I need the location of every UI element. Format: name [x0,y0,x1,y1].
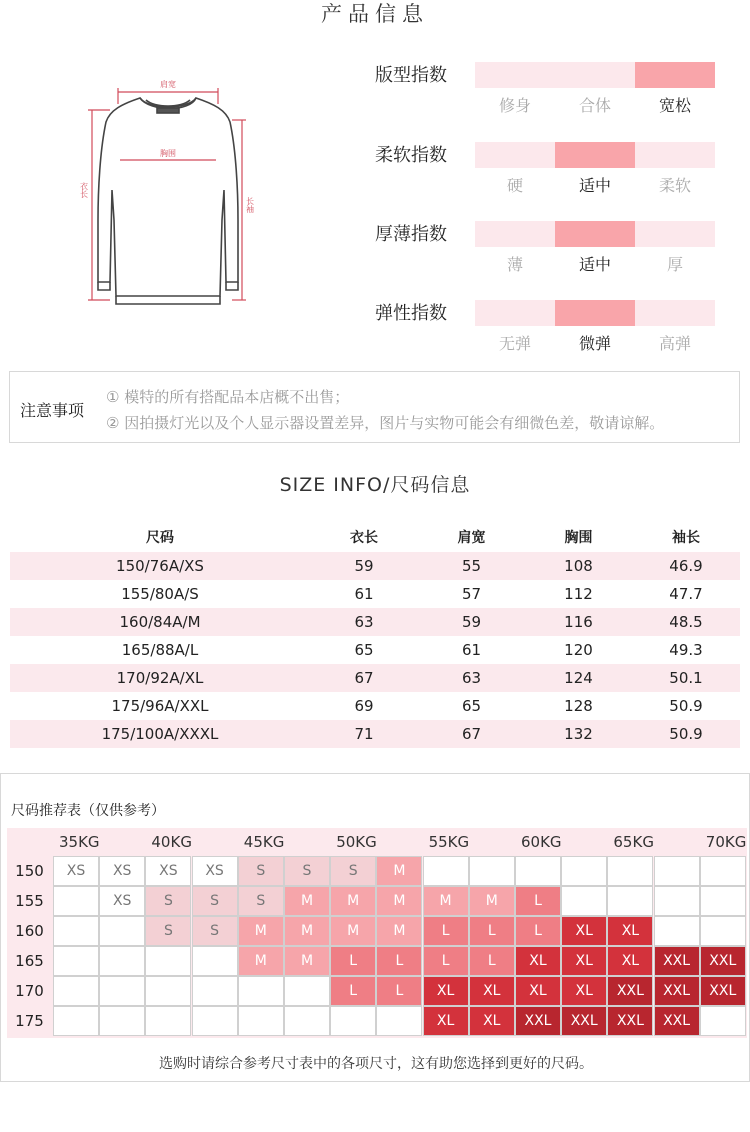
sweater-sketch [70,70,270,310]
table-row [10,720,740,748]
recommend-cell: M [469,886,515,916]
recommend-cell: XXL [654,1006,700,1036]
header-length: 衣长 [350,530,378,546]
table-cell: 50.9 [669,697,703,715]
recommend-cell: XXL [607,1006,653,1036]
recommend-cell [238,1006,284,1036]
notice-title: 注意事项 [20,401,85,420]
recommend-cell: L [423,916,469,946]
table-row [10,636,740,664]
recommend-cell: XL [607,916,653,946]
recommend-cell: XL [469,976,515,1006]
recommend-cell [469,856,515,886]
table-cell: 132 [564,725,593,743]
recommend-cell: S [238,856,284,886]
weight-label: 55KG [428,833,470,851]
notice-line-2: ② 因拍摄灯光以及个人显示器设置差异，图片与实物可能会有细微色差，敬请谅解。 [106,414,665,432]
recommend-cell: L [469,946,515,976]
table-cell: 116 [564,613,593,631]
recommend-cell: XXL [561,1006,607,1036]
recommend-cell [376,1006,422,1036]
recommend-cell: L [515,916,561,946]
index-option: 适中 [578,255,611,274]
index-option: 硬 [506,176,523,195]
recommend-cell: S [238,886,284,916]
header-size: 尺码 [146,530,174,546]
recommend-cell: XS [192,856,238,886]
table-cell: 65 [461,697,482,715]
recommend-cell: S [284,856,330,886]
weight-label: 40KG [151,833,192,851]
notice-line-1: ① 模特的所有搭配品本店概不出售； [106,388,350,406]
table-cell: 69 [354,697,374,715]
recommend-cell: XXL [700,946,746,976]
recommend-cell: M [423,886,469,916]
recommend-cell: XL [515,946,561,976]
index-label: 版型指数 [375,65,447,86]
table-cell: 67 [354,669,374,687]
recommend-cell [99,916,145,946]
recommend-cell [654,916,700,946]
recommend-cell: M [330,886,376,916]
index-option: 修身 [498,96,531,115]
index-option: 适中 [578,176,611,195]
table-cell: 46.9 [669,557,703,575]
recommend-cell: XL [561,976,607,1006]
index-option: 宽松 [658,96,691,115]
notice-box [9,371,740,443]
recommend-cell [145,946,191,976]
height-label: 155 [15,892,44,910]
recommend-cell: XS [53,856,99,886]
table-cell: 67 [461,725,482,743]
weight-label: 50KG [336,833,377,851]
table-cell: 48.5 [669,613,703,631]
recommend-cell: XS [145,856,191,886]
recommend-cell [700,1006,746,1036]
recommend-cell [53,1006,99,1036]
index-bar [475,62,715,88]
table-cell: 50.1 [669,669,703,687]
table-header-row [10,524,740,552]
recommend-cell: M [284,886,330,916]
recommend-cell: XL [469,1006,515,1036]
recommend-cell: M [376,916,422,946]
height-label: 175 [15,1012,44,1030]
recommend-cell: M [284,946,330,976]
table-cell: 61 [354,585,374,603]
table-row [10,664,740,692]
recommend-cell [284,1006,330,1036]
recommend-cell [145,976,191,1006]
index-option: 微弹 [578,334,611,353]
recommend-cell [330,1006,376,1036]
recommend-cell: M [376,886,422,916]
recommend-cell [53,976,99,1006]
recommend-cell: XL [561,946,607,976]
recommend-footer: 选购时请综合参考尺寸表中的各项尺寸，这有助您选择到更好的尺码。 [159,1056,593,1072]
recommend-cell [99,946,145,976]
table-cell: 55 [461,557,482,575]
index-bar-fill [635,62,715,88]
index-bar [475,300,715,326]
sleeve-label: 长袖 [245,197,255,213]
recommend-cell: XXL [700,976,746,1006]
recommend-title: 尺码推荐表（仅供参考） [11,803,165,819]
table-cell: 50.9 [669,725,703,743]
table-cell: 112 [564,585,593,603]
recommend-cell: S [330,856,376,886]
page-title: 产品信息 [321,2,429,26]
table-cell: 175/96A/XXL [111,697,209,715]
recommend-cell [145,1006,191,1036]
index-option: 合体 [578,96,611,115]
height-label: 165 [15,952,44,970]
table-row [10,552,740,580]
recommend-cell: XXL [515,1006,561,1036]
index-option: 柔软 [658,176,691,195]
index-bar [475,221,715,247]
recommend-cell [192,976,238,1006]
recommend-cell: L [330,946,376,976]
index-bar-fill [555,300,635,326]
table-cell: 150/76A/XS [116,557,204,575]
header-chest: 胸围 [564,530,593,546]
index-label: 弹性指数 [375,303,447,324]
header-shoulder: 肩宽 [457,530,486,546]
recommend-cell: M [238,916,284,946]
recommend-cell [53,916,99,946]
header-sleeve: 袖长 [672,530,700,546]
size-recommend-box [0,773,750,1082]
recommend-cell [561,886,607,916]
recommend-cell: S [145,886,191,916]
table-cell: 108 [564,557,593,575]
index-bar-fill [555,221,635,247]
index-label: 厚薄指数 [375,224,447,245]
recommend-cell [700,886,746,916]
index-bar-fill [555,142,635,168]
recommend-cell [238,976,284,1006]
recommend-cell: XS [99,856,145,886]
index-option: 厚 [666,255,683,274]
table-cell: 175/100A/XXXL [101,725,219,743]
recommend-cell [561,856,607,886]
recommend-cell [53,946,99,976]
recommend-cell: XXL [607,976,653,1006]
recommend-cell [700,916,746,946]
recommend-cell [654,856,700,886]
recommend-cell: S [192,916,238,946]
recommend-cell [423,856,469,886]
recommend-cell [192,1006,238,1036]
recommend-cell [99,1006,145,1036]
table-cell: 63 [461,669,482,687]
shoulder-label: 肩宽 [160,80,176,89]
recommend-cell [99,976,145,1006]
table-row [10,608,740,636]
table-cell: 49.3 [669,641,703,659]
table-cell: 63 [354,613,374,631]
index-option: 高弹 [658,334,691,353]
table-cell: 57 [461,585,482,603]
recommend-cell: S [145,916,191,946]
recommend-cell: XXL [654,946,700,976]
table-cell: 47.7 [669,585,703,603]
recommend-cell [515,856,561,886]
table-row [10,692,740,720]
recommend-cell: M [238,946,284,976]
weight-label: 35KG [59,833,100,851]
weight-label: 70KG [705,833,747,851]
table-cell: 160/84A/M [119,613,201,631]
recommend-cell: XL [515,976,561,1006]
recommend-cell: XL [607,946,653,976]
recommend-cell: L [423,946,469,976]
weight-label: 45KG [243,833,285,851]
table-cell: 120 [564,641,593,659]
recommend-cell [700,856,746,886]
table-cell: 155/80A/S [121,585,199,603]
recommend-cell: XL [423,1006,469,1036]
recommend-cell [607,886,653,916]
size-info-title: SIZE INFO/尺码信息 [279,474,471,496]
table-cell: 61 [461,641,482,659]
recommend-cell: L [469,916,515,946]
chest-label: 胸围 [160,149,176,158]
length-label: 衣长 [79,182,89,198]
index-bar [475,142,715,168]
table-cell: 59 [461,613,482,631]
recommend-cell: XL [561,916,607,946]
recommend-cell: XL [423,976,469,1006]
recommend-cell: S [192,886,238,916]
recommend-cell [192,946,238,976]
recommend-cell: XS [99,886,145,916]
index-label: 柔软指数 [375,145,447,166]
recommend-cell: L [330,976,376,1006]
recommend-cell: XXL [654,976,700,1006]
table-cell: 165/88A/L [121,641,199,659]
recommend-cell: M [376,856,422,886]
table-cell: 124 [564,669,593,687]
recommend-cell: M [330,916,376,946]
recommend-cell: L [515,886,561,916]
weight-label: 60KG [521,833,562,851]
height-label: 170 [15,982,44,1000]
table-cell: 71 [354,725,374,743]
table-cell: 65 [354,641,374,659]
weight-label: 65KG [613,833,654,851]
size-table [10,524,740,748]
recommend-grid-area [7,828,747,1038]
table-cell: 128 [564,697,593,715]
recommend-cell [607,856,653,886]
index-option: 无弹 [498,334,531,353]
height-label: 160 [15,922,44,940]
recommend-cell: L [376,946,422,976]
recommend-cell: L [376,976,422,1006]
recommend-cell [284,976,330,1006]
height-label: 150 [15,862,44,880]
recommend-cell [53,886,99,916]
table-cell: 59 [354,557,374,575]
index-option: 薄 [506,255,523,274]
table-row [10,580,740,608]
recommend-cell [654,886,700,916]
recommend-cell: M [284,916,330,946]
table-cell: 170/92A/XL [116,669,204,687]
